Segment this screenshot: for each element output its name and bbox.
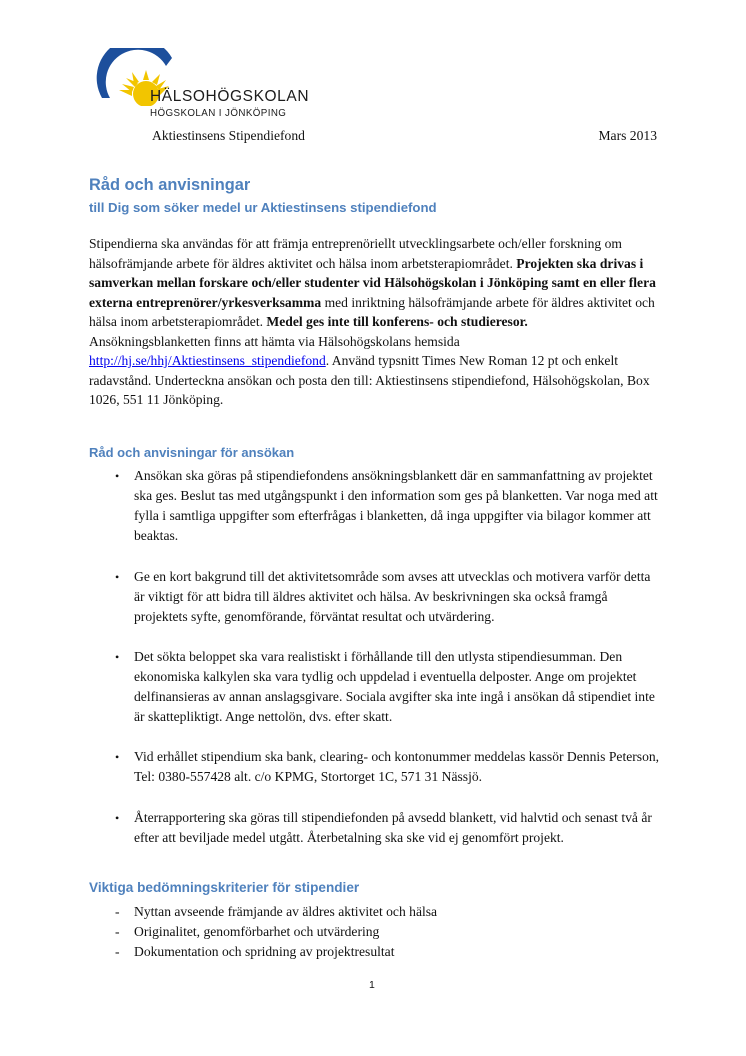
list-item [115,808,661,848]
list-item-text: Ge en kort bakgrund till det aktivitetsområde som avses att utvecklas och motivera varför detta är viktigt för att bidra till äldres aktivitet och hälsa. Av beskrivningen ska också framgå projektets syfte, genomförande, förväntat resultat och utvärdering. [134,569,651,624]
intro-text-4: . Använd typsnitt Times New Roman 12 pt och enkelt radavstånd. Underteckna ansökan och posta den till: Aktiestinsens stipendiefond, Hälsohögskolan, Box 1026, 551 11 Jönköping. [89,353,650,407]
dash-icon: - [115,944,120,959]
header-fund-name: Aktiestinsens Stipendiefond [152,128,305,143]
list-item [115,922,380,942]
bullet-icon: • [115,750,120,764]
intro-text-3: Ansökningsblanketten finns att hämta via Hälsohögskolans hemsida [89,333,460,349]
header-date: Mars 2013 [598,128,657,143]
list-item-text: Dokumentation och spridning av projektresultat [134,944,395,959]
bullet-icon: • [115,811,120,825]
list-item [115,902,438,922]
logo-name: HÄLSOHÖGSKOLAN [150,88,310,105]
list-item [115,647,661,727]
page-subtitle: till Dig som söker medel ur Aktiestinsens stipendiefond [89,200,437,215]
intro-bold-1: Projekten ska drivas i samverkan mellan forskare och/eller studenter vid Hälsohögskolan i Jönköping samt en eller flera externa entreprenörer/yrkesverksamma [89,255,656,310]
list-item [115,942,395,962]
section-heading-criteria: Viktiga bedömningskriterier för stipendier [89,880,360,895]
list-item-text: Vid erhållet stipendium ska bank, clearing- och kontonummer meddelas kassör Dennis Peterson, Tel: 0380-557428 alt. c/o KPMG, Stortorget 1C, 571 31 Nässjö. [134,749,660,784]
page-title: Råd och anvisningar [89,176,251,194]
bullet-icon: • [115,469,120,483]
logo-subtitle: HÖGSKOLAN I JÖNKÖPING [150,108,287,119]
list-item-text: Nyttan avseende främjande av äldres aktivitet och hälsa [134,904,438,919]
list-item [115,466,661,546]
page-number: 1 [369,979,375,991]
section-heading-application: Råd och anvisningar för ansökan [89,445,295,460]
intro-text-1: Stipendierna ska användas för att främja entreprenöriellt utvecklingsarbete och/eller forskning om hälsofrämjande arbete för äldres aktivitet och hälsa inom arbetsterapiområdet. [89,236,622,271]
dash-icon: - [115,924,120,939]
bullet-icon: • [115,570,120,584]
intro-bold-2: Medel ges inte till konferens- och studieresor. [266,314,528,329]
list-item [115,567,661,627]
list-item-text: Originalitet, genomförbarhet och utvärdering [134,924,380,939]
list-item-text: Återrapportering ska göras till stipendiefonden på avsedd blankett, vid halvtid och senast två år efter att beviljade medel utgått. Återbetalning ska ske vid ej genomfört projekt. [134,810,652,845]
intro-text [89,234,661,410]
intro-text-2: med inriktning hälsofrämjande arbete för äldres aktivitet och hälsa inom arbetsterapiområdet. [89,294,655,329]
list-item-text: Det sökta beloppet ska vara realistiskt i förhållande till den utlysta stipendiesumman. Den ekonomiska kalkylen ska vara tydlig och uppdelad i eventuella delposter. Ange om projektet delfinansieras av annan anslagsgivare. Sociala avgifter ska inte ingå i ansökan då stipendiet inte är skattepliktigt. Ange nettolön, dvs. efter skatt. [134,649,655,724]
list-item-text: Ansökan ska göras på stipendiefondens ansökningsblankett där en sammanfattning av projektet ska ges. Beslut tas med utgångspunkt i den information som ges på blanketten. Var noga med att fylla i samtliga uppgifter som efterfrågas i blanketten, då inga uppgifter via bilagor kommer att beaktas. [134,468,658,543]
bullet-icon: • [115,650,120,664]
list-item [115,747,661,787]
dash-icon: - [115,904,120,919]
fund-website-link[interactable]: http://hj.se/hhj/Aktiestinsens_stipendiefond [89,353,326,368]
